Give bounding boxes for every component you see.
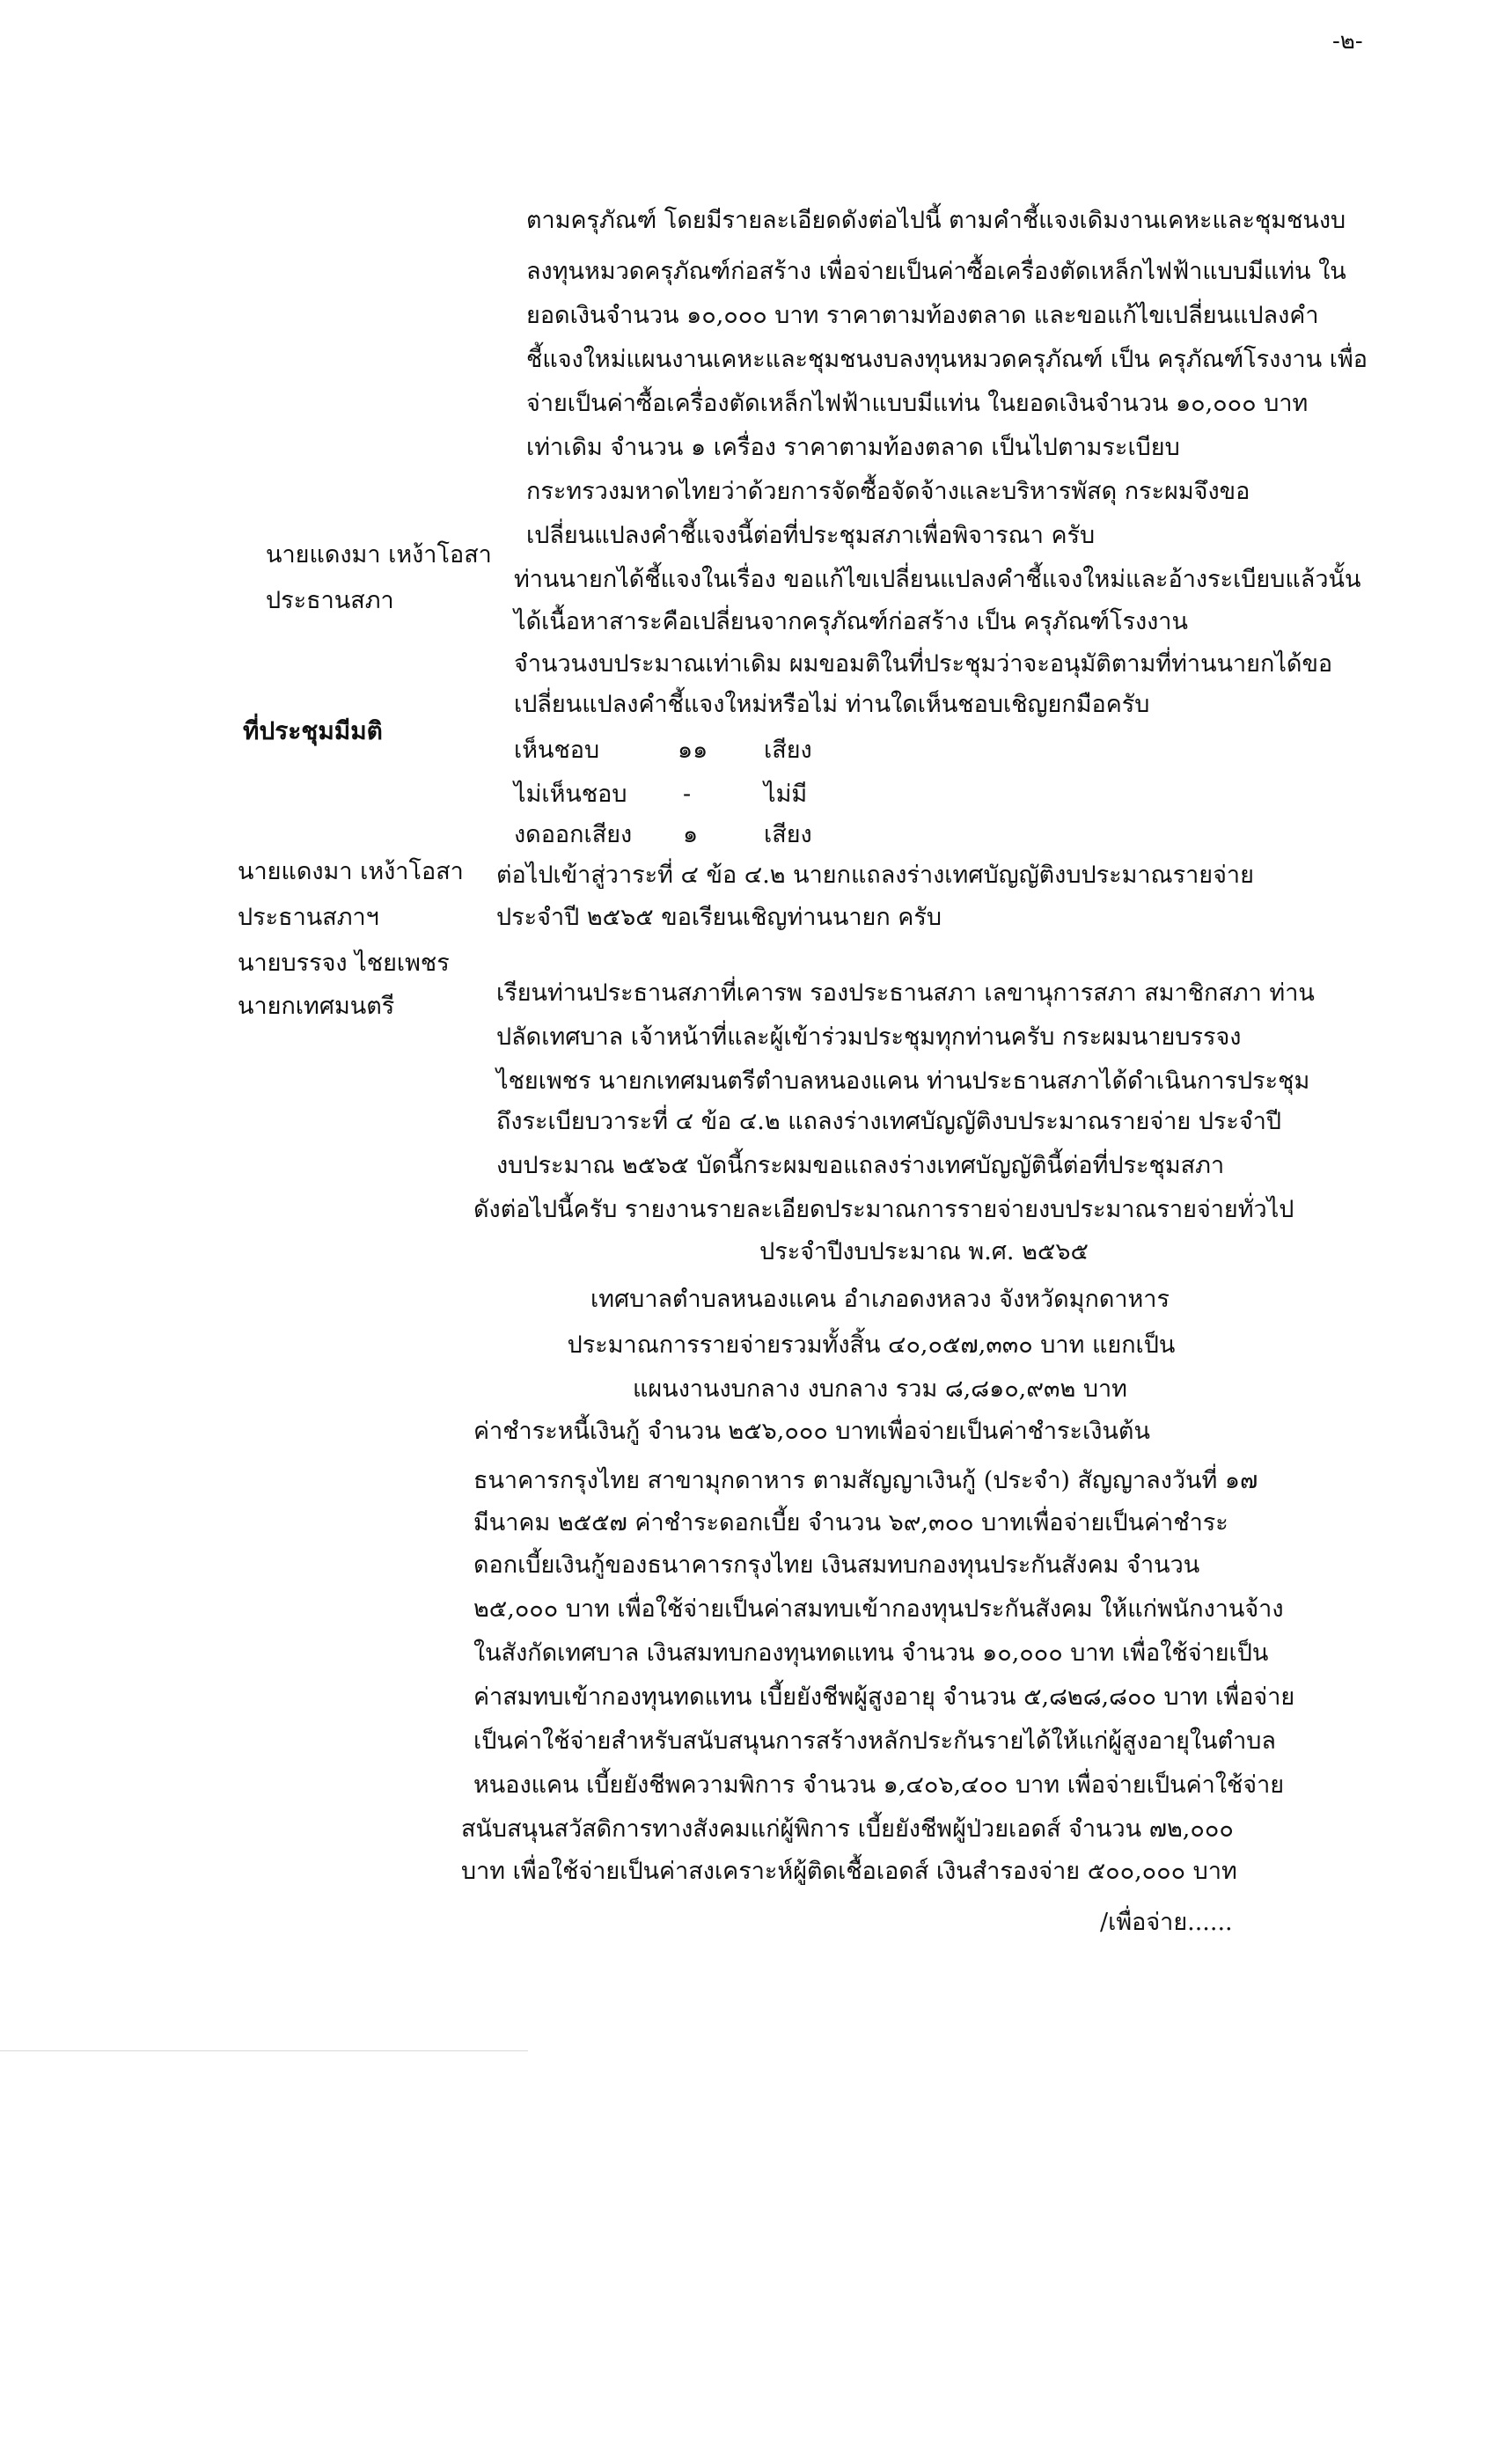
body-line: ตามครุภัณฑ์ โดยมีรายละเอียดดังต่อไปนี้ ตามคำชี้แจงเดิมงานเคหะและชุมชนงบ [526,207,1346,234]
body-line: ลงทุนหมวดครุภัณฑ์ก่อสร้าง เพื่อจ่ายเป็นค่าซื้อเครื่องตัดเหล็กไฟฟ้าแบบมีแท่น ใน [526,258,1346,285]
body-line: ยอดเงินจำนวน ๑๐,๐๐๐ บาท ราคาตามท้องตลาด และขอแก้ไขเปลี่ยนแปลงคำ [526,302,1319,329]
body-line: ธนาคารกรุงไทย สาขามุกดาหาร ตามสัญญาเงินกู้ (ประจำ) สัญญาลงวันที่ ๑๗ [473,1467,1258,1494]
body-line: ชี้แจงใหม่แผนงานเคหะและชุมชนงบลงทุนหมวดครุภัณฑ์ เป็น ครุภัณฑ์โรงงาน เพื่อ [526,346,1368,373]
center-heading: ประจำปีงบประมาณ พ.ศ. ๒๕๖๕ [759,1238,1089,1265]
body-line: ๒๕,๐๐๐ บาท เพื่อใช้จ่ายเป็นค่าสมทบเข้ากองทุนประกันสังคม ให้แก่พนักงานจ้าง [473,1595,1284,1623]
speaker-title: นายกเทศมนตรี [238,993,395,1020]
body-line: ได้เนื้อหาสาระคือเปลี่ยนจากครุภัณฑ์ก่อสร้าง เป็น ครุภัณฑ์โรงงาน [514,608,1188,635]
body-line: เรียนท่านประธานสภาที่เคารพ รองประธานสภา เลขานุการสภา สมาชิกสภา ท่าน [496,979,1315,1007]
body-line: ท่านนายกได้ชี้แจงในเรื่อง ขอแก้ไขเปลี่ยนแปลงคำชี้แจงใหม่และอ้างระเบียบแล้วนั้น [514,566,1361,593]
body-line: เปลี่ยนแปลงคำชี้แจงนี้ต่อที่ประชุมสภาเพื่อพิจารณา ครับ [526,522,1096,549]
body-line: ค่าชำระหนี้เงินกู้ จำนวน ๒๕๖,๐๐๐ บาทเพื่อจ่ายเป็นค่าชำระเงินต้น [473,1418,1150,1445]
vote-count: ๑ [683,821,699,848]
body-line: หนองแคน เบี้ยยังชีพความพิการ จำนวน ๑,๔๐๖,๔๐๐ บาท เพื่อจ่ายเป็นค่าใช้จ่าย [473,1771,1285,1799]
vote-unit: เสียง [764,737,812,764]
center-heading: แผนงานงบกลาง งบกลาง รวม ๘,๘๑๐,๙๓๒ บาท [633,1375,1127,1403]
body-line: ปลัดเทศบาล เจ้าหน้าที่และผู้เข้าร่วมประชุมทุกท่านครับ กระผมนายบรรจง [496,1023,1242,1051]
body-line: บาท เพื่อใช้จ่ายเป็นค่าสงเคราะห์ผู้ติดเชื้อเอดส์ เงินสำรองจ่าย ๕๐๐,๐๐๐ บาท [461,1858,1237,1885]
body-line: ดังต่อไปนี้ครับ รายงานรายละเอียดประมาณการรายจ่ายงบประมาณรายจ่ายทั่วไป [473,1196,1294,1223]
vote-count: - [683,781,692,808]
continuation-marker: /เพื่อจ่าย...... [1100,1909,1233,1936]
vote-unit: เสียง [764,821,812,848]
speaker-title: ประธานสภา [266,587,394,614]
page-number: -๒- [1332,28,1363,55]
body-line: ต่อไปเข้าสู่วาระที่ ๔ ข้อ ๔.๒ นายกแถลงร่างเทศบัญญัติงบประมาณรายจ่าย [496,862,1254,889]
body-line: จ่ายเป็นค่าซื้อเครื่องตัดเหล็กไฟฟ้าแบบมีแท่น ในยอดเงินจำนวน ๑๐,๐๐๐ บาท [526,390,1309,417]
center-heading: เทศบาลตำบลหนองแคน อำเภอดงหลวง จังหวัดมุกดาหาร [590,1286,1170,1313]
page-edge-divider [0,2050,528,2051]
vote-unit: ไม่มี [764,781,808,808]
body-line: เป็นค่าใช้จ่ายสำหรับสนับสนุนการสร้างหลักประกันรายได้ให้แก่ผู้สูงอายุในตำบล [473,1727,1276,1755]
speaker-name: นายบรรจง ไชยเพชร [238,950,450,977]
body-line: ไชยเพชร นายกเทศมนตรีตำบลหนองแคน ท่านประธานสภาได้ดำเนินการประชุม [496,1067,1310,1095]
body-line: กระทรวงมหาดไทยว่าด้วยการจัดซื้อจัดจ้างและบริหารพัสดุ กระผมจึงขอ [526,478,1250,505]
vote-label: งดออกเสียง [514,821,633,848]
resolution-label: ที่ประชุมมีมติ [243,716,383,745]
body-line: เปลี่ยนแปลงคำชี้แจงใหม่หรือไม่ ท่านใดเห็นชอบเชิญยกมือครับ [514,691,1150,718]
body-line: ประจำปี ๒๕๖๕ ขอเรียนเชิญท่านนายก ครับ [496,904,942,931]
body-line: ดอกเบี้ยเงินกู้ของธนาคารกรุงไทย เงินสมทบกองทุนประกันสังคม จำนวน [473,1551,1200,1579]
vote-count: ๑๑ [678,737,708,764]
body-line: จำนวนงบประมาณเท่าเดิม ผมขอมติในที่ประชุมว่าจะอนุมัติตามที่ท่านนายกได้ขอ [514,650,1333,678]
speaker-name: นายแดงมา เหง้าโอสา [238,858,464,885]
center-heading: ประมาณการรายจ่ายรวมทั้งสิ้น ๔๐,๐๕๗,๓๓๐ บาท แยกเป็น [567,1331,1176,1359]
vote-label: เห็นชอบ [514,737,600,764]
body-line: งบประมาณ ๒๕๖๕ บัดนี้กระผมขอแถลงร่างเทศบัญญัตินี้ต่อที่ประชุมสภา [496,1152,1225,1179]
body-line: ในสังกัดเทศบาล เงินสมทบกองทุนทดแทน จำนวน ๑๐,๐๐๐ บาท เพื่อใช้จ่ายเป็น [473,1639,1269,1667]
body-line: ค่าสมทบเข้ากองทุนทดแทน เบี้ยยังชีพผู้สูงอายุ จำนวน ๕,๘๒๘,๘๐๐ บาท เพื่อจ่าย [473,1683,1295,1711]
speaker-name: นายแดงมา เหง้าโอสา [266,541,492,568]
vote-label: ไม่เห็นชอบ [514,781,627,808]
body-line: มีนาคม ๒๕๕๗ ค่าชำระดอกเบี้ย จำนวน ๖๙,๓๐๐ บาทเพื่อจ่ายเป็นค่าชำระ [473,1509,1228,1536]
body-line: ถึงระเบียบวาระที่ ๔ ข้อ ๔.๒ แถลงร่างเทศบัญญัติงบประมาณรายจ่าย ประจำปี [496,1108,1282,1135]
speaker-title: ประธานสภาฯ [238,904,379,931]
body-line: สนับสนุนสวัสดิการทางสังคมแก่ผู้พิการ เบี้ยยังชีพผู้ป่วยเอดส์ จำนวน ๗๒,๐๐๐ [461,1815,1234,1843]
body-line: เท่าเดิม จำนวน ๑ เครื่อง ราคาตามท้องตลาด เป็นไปตามระเบียบ [526,434,1180,461]
